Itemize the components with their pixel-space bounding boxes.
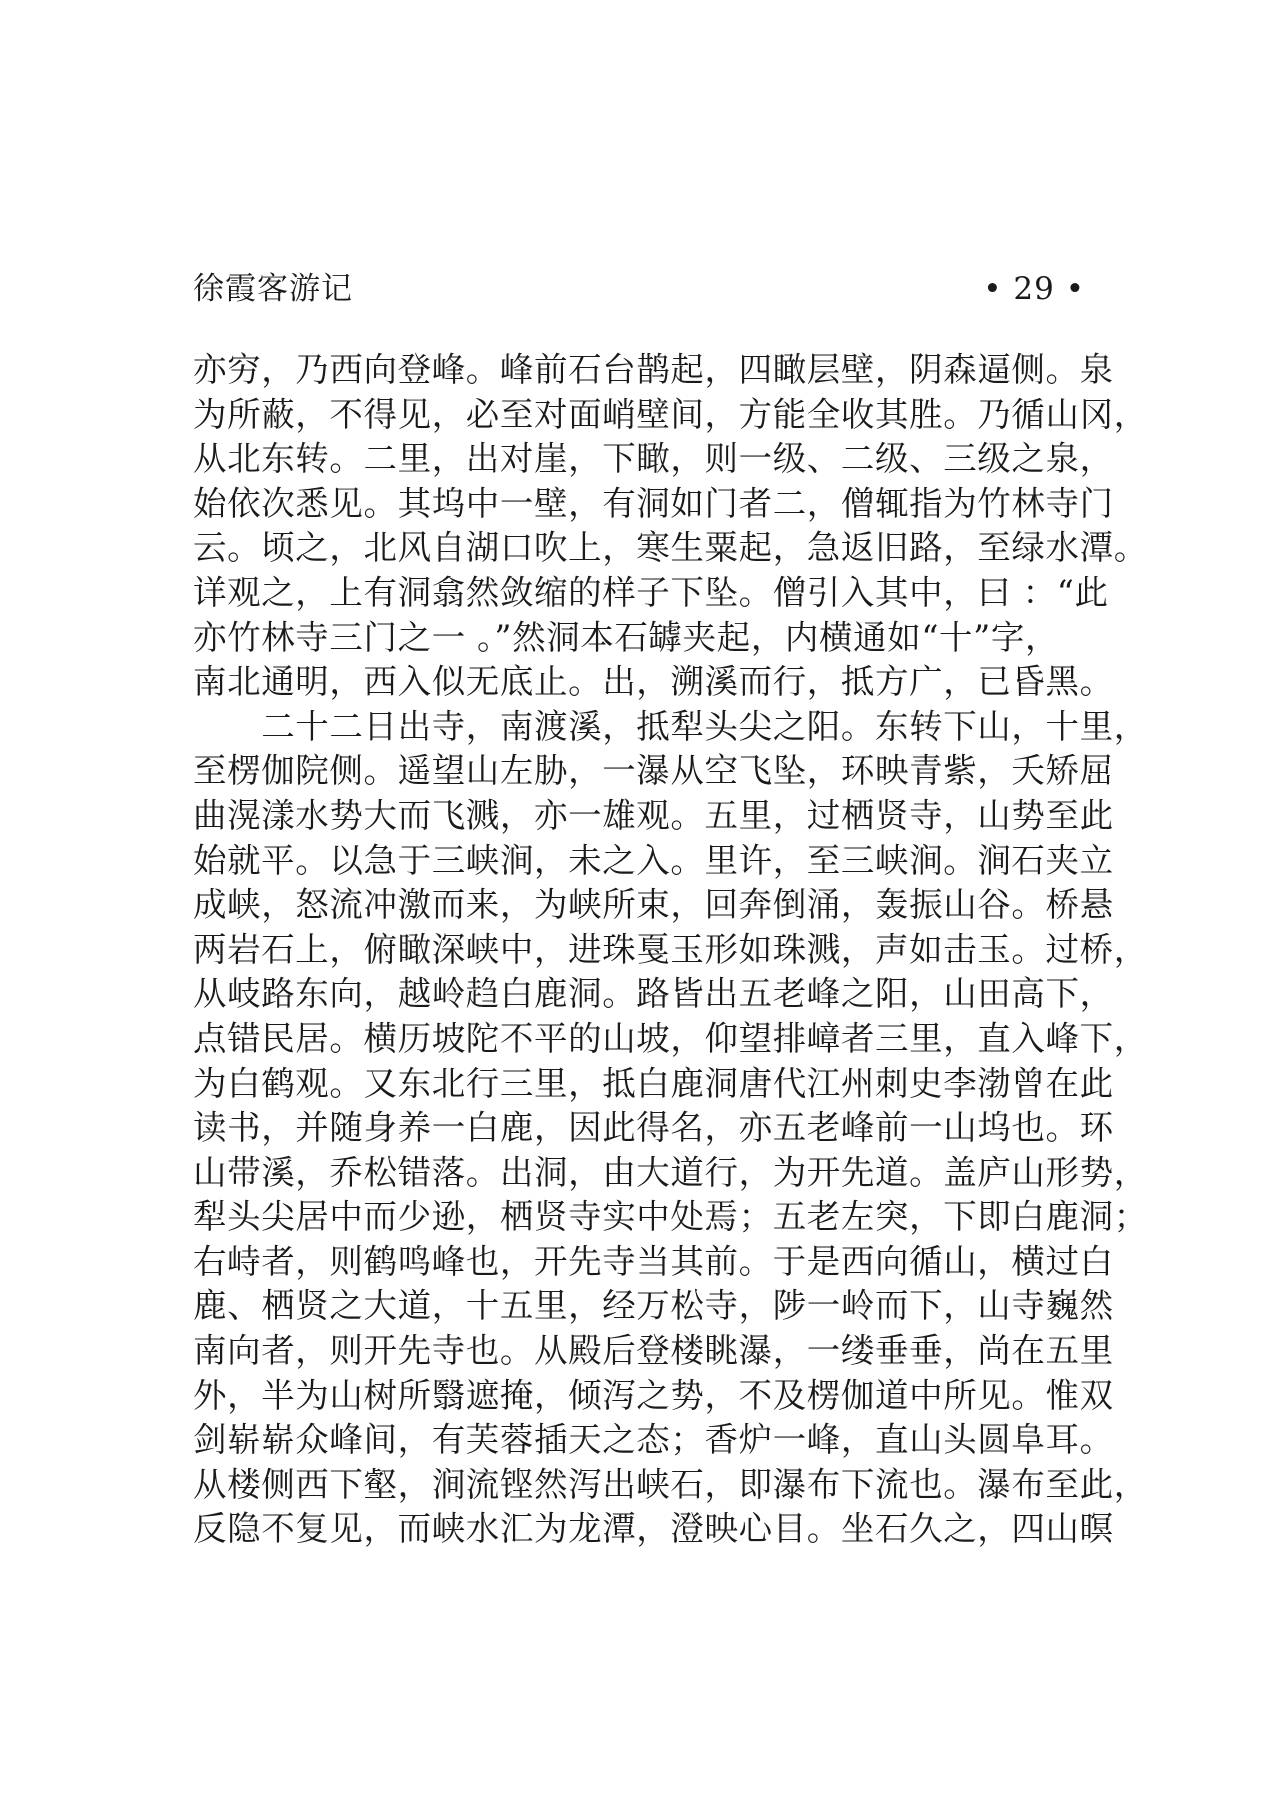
text-line: 二十二日出寺，南渡溪，抵犁头尖之阳。东转下山，十里， — [193, 706, 1148, 746]
text-line: 曲滉漾水势大而飞溅，亦一雄观。五里，过栖贤寺，山势至此 — [193, 795, 1114, 835]
book-title: 徐霞客游记 — [193, 271, 353, 307]
text-line: 始就平。以急于三峡涧，未之入。里许，至三峡涧。涧石夹立 — [193, 840, 1114, 880]
text-line: 亦竹林寺三门之一 。”然洞本石罅夹起，内横通如“十”字， — [193, 617, 1060, 657]
text-line: 从楼侧西下壑，涧流铿然泻出峡石，即瀑布下流也。瀑布至此， — [193, 1464, 1148, 1504]
text-line: 山带溪，乔松错落。出洞，由大道行，为开先道。盖庐山形势， — [193, 1152, 1148, 1192]
text-line: 至楞伽院侧。遥望山左胁，一瀑从空飞坠，环映青紫，夭矫屈 — [193, 751, 1114, 791]
body-text — [193, 348, 1148, 1552]
text-line: 剑崭崭众峰间，有芙蓉插天之态；香炉一峰，直山头圆阜耳。 — [193, 1420, 1114, 1460]
running-head — [193, 267, 1085, 311]
text-line: 读书，并随身养一白鹿，因此得名，亦五老峰前一山坞也。环 — [193, 1108, 1114, 1148]
text-line: 为所蔽，不得见，必至对面峭壁间，方能全收其胜。乃循山冈， — [193, 394, 1148, 434]
text-line: 从岐路东向，越岭趋白鹿洞。路皆出五老峰之阳，山田高下， — [193, 974, 1114, 1014]
text-line: 成峡，怒流冲激而来，为峡所束，回奔倒涌，轰振山谷。桥悬 — [193, 885, 1114, 925]
text-line: 反隐不复见，而峡水汇为龙潭，澄映心目。坐石久之，四山暝 — [193, 1509, 1114, 1549]
text-line: 从北东转。二里，出对崖，下瞰，则一级、二级、三级之泉， — [193, 439, 1114, 479]
text-line: 右峙者，则鹤鸣峰也，开先寺当其前。于是西向循山，横过白 — [193, 1241, 1114, 1281]
text-line: 点错民居。横历坡陀不平的山坡，仰望排嶂者三里，直入峰下， — [193, 1018, 1148, 1058]
text-line: 鹿、栖贤之大道，十五里，经万松寺，陟一岭而下，山寺巍然 — [193, 1286, 1114, 1326]
text-line: 南北通明，西入似无底止。出，溯溪而行，抵方广，已昏黑。 — [193, 662, 1114, 702]
text-line: 外，半为山树所翳遮掩，倾泻之势，不及楞伽道中所见。惟双 — [193, 1375, 1114, 1415]
text-line: 犁头尖居中而少逊，栖贤寺实中处焉；五老左突，下即白鹿洞； — [193, 1197, 1148, 1237]
page-number: • 29 • — [983, 271, 1085, 307]
text-line: 始依次悉见。其坞中一壁，有洞如门者二，僧辄指为竹林寺门 — [193, 483, 1114, 523]
text-line: 亦穷，乃西向登峰。峰前石台鹊起，四瞰层壁，阴森逼侧。泉 — [193, 350, 1114, 389]
text-line: 云。顷之，北风自湖口吹上，寒生粟起，急返旧路，至绿水潭。 — [193, 528, 1148, 568]
text-line: 详观之，上有洞翕然敛缩的样子下坠。僧引入其中，曰 ：“此 — [193, 572, 1109, 612]
text-line: 南向者，则开先寺也。从殿后登楼眺瀑，一缕垂垂，尚在五里 — [193, 1331, 1114, 1371]
text-line: 两岩石上，俯瞰深峡中，进珠戛玉形如珠溅，声如击玉。过桥， — [193, 929, 1148, 969]
text-line: 为白鹤观。又东北行三里，抵白鹿洞唐代江州刺史李渤曾在此 — [193, 1063, 1114, 1103]
